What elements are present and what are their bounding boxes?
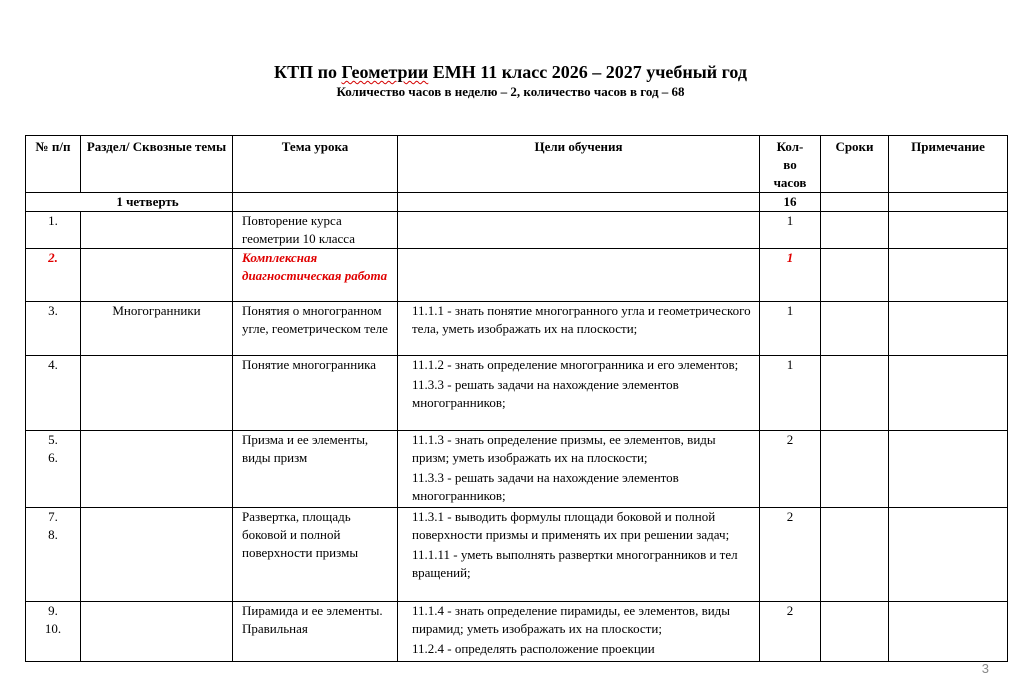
header-hours: Кол-во часов xyxy=(760,136,821,193)
row-topic: Призма и ее элементы, виды призм xyxy=(233,431,398,508)
row-hours: 1 xyxy=(760,212,821,249)
document-title xyxy=(0,62,1021,82)
row-topic: Повторение курса геометрии 10 класса xyxy=(233,212,398,249)
row-dates xyxy=(821,431,889,508)
row-section xyxy=(81,602,233,662)
row-notes xyxy=(889,508,1008,602)
row-dates xyxy=(821,356,889,431)
row-dates xyxy=(821,302,889,356)
row-number-line: 2. xyxy=(48,250,58,265)
row-number-line: 9. xyxy=(48,603,58,618)
header-section: Раздел/ Сквозные темы xyxy=(81,136,233,193)
table-row xyxy=(26,431,1008,508)
title-spellcheck-word: Геометрии xyxy=(341,62,429,82)
row-number-line: 3. xyxy=(48,303,58,318)
quarter-hours: 16 xyxy=(760,193,821,212)
row-number-line: 6. xyxy=(48,450,58,465)
row-number-line: 1. xyxy=(48,213,58,228)
row-section xyxy=(81,212,233,249)
row-notes xyxy=(889,602,1008,662)
table-row xyxy=(26,249,1008,302)
table-row xyxy=(26,508,1008,602)
title-suffix: ЕМН 11 класс 2026 – 2027 учебный год xyxy=(428,62,747,82)
row-goals xyxy=(398,508,760,602)
table-header-row xyxy=(26,136,1008,193)
row-number xyxy=(26,249,81,302)
row-section xyxy=(81,356,233,431)
row-number xyxy=(26,212,81,249)
row-section xyxy=(81,431,233,508)
row-goals xyxy=(398,602,760,662)
row-notes xyxy=(889,356,1008,431)
row-dates xyxy=(821,602,889,662)
learning-goal: 11.3.3 - решать задачи на нахождение элементов многогранников; xyxy=(412,377,679,410)
row-goals xyxy=(398,212,760,249)
row-hours: 2 xyxy=(760,602,821,662)
quarter-label: 1 четверть xyxy=(26,193,233,212)
row-number xyxy=(26,508,81,602)
row-hours: 2 xyxy=(760,431,821,508)
ktp-table xyxy=(25,135,1008,662)
title-prefix: КТП по xyxy=(274,62,342,82)
row-goals xyxy=(398,249,760,302)
row-number-line: 4. xyxy=(48,357,58,372)
row-hours: 1 xyxy=(760,302,821,356)
row-section xyxy=(81,508,233,602)
row-topic: Комплексная диагностическая работа xyxy=(233,249,398,302)
page-number: 3 xyxy=(981,661,989,676)
row-hours: 2 xyxy=(760,508,821,602)
row-dates xyxy=(821,212,889,249)
header-notes: Примечание xyxy=(889,136,1008,193)
row-dates xyxy=(821,249,889,302)
row-number-line: 10. xyxy=(44,621,62,636)
row-topic: Развертка, площадь боковой и полной поверхности призмы xyxy=(233,508,398,602)
row-number-line: 5. xyxy=(48,432,58,447)
row-number xyxy=(26,602,81,662)
row-notes xyxy=(889,212,1008,249)
quarter-row xyxy=(26,193,1008,212)
row-section: Многогранники xyxy=(81,302,233,356)
row-section xyxy=(81,249,233,302)
row-hours: 1 xyxy=(760,249,821,302)
learning-goal: 11.1.3 - знать определение призмы, ее элементов, виды призм; уметь изображать их на плоскости; xyxy=(412,432,716,465)
row-number xyxy=(26,356,81,431)
row-notes xyxy=(889,302,1008,356)
row-goals xyxy=(398,431,760,508)
learning-goal: 11.3.3 - решать задачи на нахождение элементов многогранников; xyxy=(412,470,679,503)
learning-goal: 11.1.4 - знать определение пирамиды, ее элементов, виды пирамид; уметь изображать их на плоскости; xyxy=(412,603,731,636)
row-topic: Понятие многогранника xyxy=(233,356,398,431)
row-notes xyxy=(889,249,1008,302)
table-row xyxy=(26,356,1008,431)
row-number xyxy=(26,431,81,508)
row-dates xyxy=(821,508,889,602)
learning-goal: 11.2.4 - определять расположение проекции xyxy=(412,641,655,656)
row-hours: 1 xyxy=(760,356,821,431)
row-topic: Понятия о многогранном угле, геометрическом теле xyxy=(233,302,398,356)
header-num: № п/п xyxy=(26,136,81,193)
row-topic: Пирамида и ее элементы. Правильная xyxy=(233,602,398,662)
learning-goal: 11.3.1 - выводить формулы площади боковой и полной поверхности призмы и применять их при решении задач; xyxy=(412,509,730,542)
row-goals xyxy=(398,302,760,356)
row-number-line: 7. xyxy=(48,509,58,524)
header-goals: Цели обучения xyxy=(398,136,760,193)
header-dates: Сроки xyxy=(821,136,889,193)
table-row xyxy=(26,302,1008,356)
learning-goal: 11.1.2 - знать определение многогранника и его элементов; xyxy=(412,357,739,372)
row-number xyxy=(26,302,81,356)
document-subtitle: Количество часов в неделю – 2, количество часов в год – 68 xyxy=(336,84,685,99)
row-number-line: 8. xyxy=(48,527,58,542)
row-notes xyxy=(889,431,1008,508)
row-goals xyxy=(398,356,760,431)
learning-goal: 11.1.11 - уметь выполнять развертки многогранников и тел вращений; xyxy=(412,547,738,580)
learning-goal: 11.1.1 - знать понятие многогранного угла и геометрического тела, уметь изображать их на плоскости; xyxy=(412,303,751,336)
table-row xyxy=(26,212,1008,249)
header-topic: Тема урока xyxy=(233,136,398,193)
table-row xyxy=(26,602,1008,662)
